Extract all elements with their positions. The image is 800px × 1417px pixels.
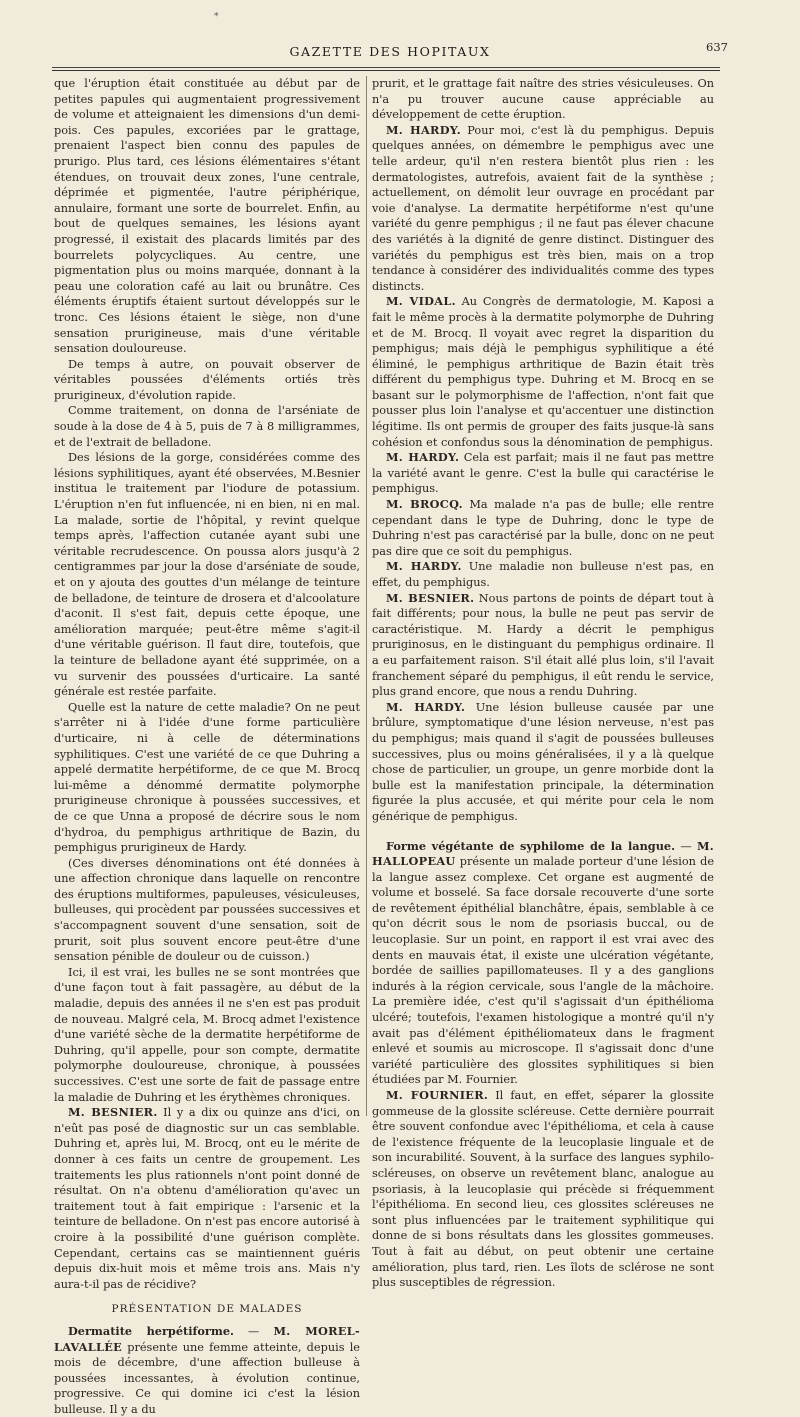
paragraph — [54, 1324, 360, 1417]
case-title: Dermatite herpétiforme. — [68, 1323, 234, 1338]
paragraph — [372, 1088, 714, 1291]
paragraph — [372, 294, 714, 450]
speaker-name: M. FOURNIER. — [386, 1088, 489, 1102]
paragraph — [372, 497, 714, 559]
section-gap — [372, 825, 714, 839]
paragraph-text: Au Congrès de dermatologie, M. Kaposi a fait le même procès à la dermatite polymorphe de Duhring et de M. Brocq. Il voyait avec regret la disparition du pemphigus; mais déjà le pemphigus syphilitique a été éliminé, le pemphigus arthritique de Bazin était très différent du pemphigus type. Duhring et M. Brocq en se basant sur le polymorphisme de l'affection, n'ont fait que pousser plus loin l'analyse et qu'accentuer une distinction légitime. Ils ont permis de grouper des faits jusque-là sans cohésion et confondus sous la dénomination de pemphigus. — [372, 295, 714, 449]
paragraph-text: Une maladie non bulleuse n'est pas, en effet, du pemphigus. — [372, 560, 714, 589]
paragraph: (Ces diverses dénominations ont été données à une affection chronique dans laquelle on rencontre des éruptions multiformes, papuleuses, vésiculeuses, bulleuses, qui procèdent par poussées successives et s'accompagnent souvent d'une sensation, soit de prurit, soit plus souvent encore peut-être d'une sensation pénible de douleur ou de cuisson.) — [54, 856, 360, 964]
paragraph: Des lésions de la gorge, considérées comme des lésions syphilitiques, ayant été observées, M.Besnier institua le traitement par l'iodure de potassium. L'éruption n'en fut influencée, ni en bien, ni en mal. La malade, sortie de l'hôpital, y revint quelque temps après, l'affection cutanée ayant subi une véritable recrudescence. On poussa alors jusqu'à 2 centigrammes par jour la dose d'arséniate de soude, et on y ajouta des gouttes d'un mélange de teinture de belladone, de teinture de drosera et d'alcoolature d'aconit. Il s'est fait, depuis cette époque, une amélioration marquée; peut-être même s'agit-il d'une véritable guérison. Il faut dire, toutefois, que la teinture de belladone ayant été supprimée, on a vu survenir des poussées d'urticaire. La santé générale est restée parfaite. — [54, 451, 360, 699]
section-heading: PRÉSENTATION DE MALADES — [111, 1303, 303, 1316]
paragraph: prurit, et le grattage fait naître des stries vésiculeuses. On n'a pu trouver aucune cause appréciable au développement de cette éruption. — [372, 77, 714, 122]
paragraph — [54, 1105, 360, 1292]
paragraph-text: présente un malade porteur d'une lésion de la langue assez complexe. Cet organe est augmenté de volume et bosselé. Sa face dorsale recouverte d'une sorte de revêtement épithélial blanchâtre, épais, semblable à ce qu'on décrit sous le nom de psoriasis buccal, ou de leucoplasie. Sur un point, en rapport il est vrai avec des dents en mauvais état, il existe une ulcération végétante, bordée de saillies papillomateuses. Il y a des ganglions indurés à la région cervicale, sous l'angle de la mâchoire. La première idée, c'est qu'il s'agissait d'un épithélioma ulcéré; toutefois, l'examen histologique a montré qu'il n'y avait pas d'élément épithéliomateux dans le fragment enlevé et soumis au microscope. Il s'agissait donc d'une variété particulière des glossites syphilitiques si bien étudiées par M. Fournier. — [372, 855, 714, 1087]
paragraph-text: Ma malade n'a pas de bulle; elle rentre cependant dans le type de Duhring, donc le type de Duhring n'est pas caractérisé par la bulle, donc on ne peut pas dire que ce soit du pemphigus. — [372, 498, 714, 558]
paragraph-text: Nous partons de points de départ tout à fait différents; pour nous, la bulle ne peut pas servir de caractéristique. M. Hardy a décrit le pemphigus pruriginosus, en le distinguant du pemphigus ordinaire. Il a eu parfaitement raison. S'il était allé plus loin, s'il l'avait franchement séparé du pemphigus, il eût rendu le service, plus grand encore, que nous a rendu Duhring. — [372, 591, 715, 699]
paragraph-text: Une lésion bulleuse causée par une brûlure, symptomatique d'une lésion nerveuse, n'est pas du pemphigus; mais quand il s'agit de poussées bulleuses successives, plus ou moins généralisées, il y a là quelque chose de particulier, un groupe, un genre morbide dont la bulle est la manifestation principale, la détermination figurée la plus accusée, et qui mérite pour cela le nom générique de pemphigus. — [372, 700, 714, 823]
speaker-name: M. VIDAL. — [386, 294, 456, 309]
paragraph — [372, 700, 714, 825]
dash: — — [675, 839, 697, 853]
paragraph — [372, 591, 714, 700]
paragraph-text: présente une femme atteinte, depuis le mois de décembre, d'une affection bulleuse à poussées incessantes, à évolution continue, progressive. Ce qui domine ici c'est la lésion bulleuse. Il y a du — [54, 1340, 360, 1416]
paragraph: Ici, il est vrai, les bulles ne se sont montrées que d'une façon tout à fait passagère, au début de la maladie, depuis des années il ne s'en est pas produit de nouveau. Malgré cela, M. Brocq admet l'existence d'une variété sèche de la dermatite herpétiforme de Duhring, qu'il appelle, pour son compte, dermatite polymorphe douloureuse, chronique, à poussées successives. C'est une sorte de fait de passage entre la maladie de Duhring et les érythèmes chroniques. — [54, 965, 360, 1104]
page-header — [40, 40, 740, 64]
dash: — — [233, 1324, 274, 1338]
speaker-name: M. HARDY. — [386, 699, 466, 714]
speaker-name: M. HARDY. — [386, 122, 461, 137]
paragraph-text: Pour moi, c'est là du pemphigus. Depuis quelques années, on démembre le pemphigus avec une telle ardeur, qu'il n'en restera bientôt plus rien : les dermatologistes, autrefois, avaient fait de la synthèse ; actuellement, on démolit leur ouvrage en procédant par voie d'analyse. La dermatite herpétiforme n'est qu'une variété du genre pemphigus ; il ne faut pas élever chacune des variétés à la dignité de genre distinct. Distinguer des variétés du pemphigus est très bien, mais on a trop tendance à considérer des individualités comme des types distincts. — [372, 123, 714, 293]
speaker-name: M. BESNIER. — [386, 590, 475, 605]
right-column — [372, 76, 715, 1290]
paragraph-text: Il y a dix ou quinze ans d'ici, on n'eût pas posé de diagnostic sur un cas semblable. Duhring et, après lui, M. Brocq, ont eu le mérite de donner à ces faits un centre de groupement. Les traitements les plus rationnels n'ont point donné de résultat. On n'a obtenu d'amélioration qu'avec un traitement tout à fait empirique : l'arsenic et la teinture de belladone. On n'est pas encore autorisé à croire à la possibilité d'une guérison complète. Cependant, certains cas se maintiennent guéris depuis dix-huit mois et même trois ans. Mais n'y aura-t-il pas de récidive? — [54, 1106, 360, 1291]
paragraph — [372, 450, 714, 497]
speaker-name: M. BESNIER. — [68, 1105, 158, 1120]
paragraph — [372, 123, 714, 295]
left-column — [54, 76, 360, 1416]
column-divider — [366, 76, 367, 1116]
paragraph: que l'éruption était constituée au début par de petites papules qui augmentaient progressivement de volume et atteignaient les dimensions d'un demi-pois. Ces papules, excoriées par le grattage, prenaient l'aspect bien connu des papules de prurigo. Plus tard, ces lésions élémentaires s'étant étendues, on trouvait deux zones, l'une centrale, déprimée et pigmentée, l'autre périphérique, annulaire, formant une sorte de bourrelet. Enfin, au bout de quelques semaines, les lésions ayant progressé, il existait des placards limités par des bourrelets polycycliques. Au centre, une pigmentation plus ou moins marquée, donnant à la peau une coloration café au lait ou brunâtre. Ces éléments éruptifs étaient surtout développés sur le tronc. Ces lésions étaient le siège, non d'une sensation prurigineuse, mais d'une véritable sensation douloureuse. — [54, 77, 360, 356]
paragraph: De temps à autre, on pouvait observer de véritables poussées d'éléments ortiés très prurigineux, d'évolution rapide. — [54, 357, 360, 402]
speaker-name: M. HARDY. — [386, 559, 462, 574]
speaker-name: M. HARDY. — [386, 450, 460, 465]
speaker-name: M. BROCQ. — [386, 497, 463, 512]
paragraph — [372, 839, 714, 1089]
paragraph-text: Il faut, en effet, séparer la glossite gommeuse de la glossite scléreuse. Cette dernière pourrait être souvent confondue avec l'épithélioma, et cela à cause de l'existence fréquente de la leucoplasie linguale et de son incurabilité. Souvent, à la surface des langues syphilo-scléreuses, on observe un revêtement blanc, analogue au psoriasis, à la leucoplasie qui précède si fréquemment l'épithélioma. En second lieu, ces glossites scléreuses ne sont plus influencées par le traitement syphilitique qui donne de si bons résultats dans les glossites gommeuses. Tout à fait au début, on peut obtenir une certaine amélioration, plus tard, rien. Les îlots de sclérose ne sont plus susceptibles de régression. — [372, 1089, 714, 1290]
header-rule-double — [52, 70, 720, 71]
header-rule — [52, 67, 720, 68]
paragraph-text: Cela est parfait; mais il ne faut pas mettre la variété avant le genre. C'est la bulle qui caractérise le pemphigus. — [372, 451, 714, 496]
paragraph — [372, 559, 714, 590]
paragraph: Quelle est la nature de cette maladie? On ne peut s'arrêter ni à l'idée d'une forme particulière d'urticaire, ni à celle de déterminations syphilitiques. C'est une variété de ce que Duhring a appelé dermatite herpétiforme, de ce que M. Brocq lui-même a dénommé dermatite polymorphe prurigineuse chronique à poussées successives, et de ce que Unna a proposé de décrire sous le nom d'hydroa, du pemphigus arthritique de Bazin, du pemphigus prurigineux de Hardy. — [54, 700, 360, 855]
speaker-name: M. HALLOPEAU — [372, 838, 714, 869]
printer-mark: * — [214, 12, 219, 22]
page-number: 637 — [706, 40, 728, 54]
journal-title: GAZETTE DES HOPITAUX — [289, 44, 491, 59]
case-title: Forme végétante de syphilome de la langue. — [386, 838, 676, 853]
paragraph: Comme traitement, on donna de l'arséniate de soude à la dose de 4 à 5, puis de 7 à 8 milligrammes, et de l'extrait de belladone. — [54, 404, 360, 449]
speaker-name: M. MOREL-LAVALLÉE — [54, 1323, 360, 1354]
